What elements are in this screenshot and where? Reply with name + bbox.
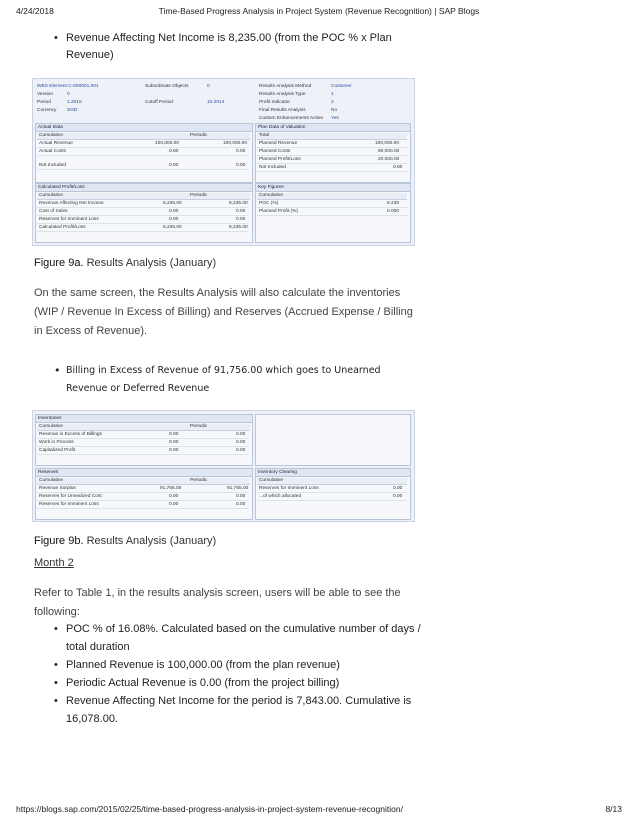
group-plan-data: Plan Data of Valuation Total Planned Revenue 100,000.00 Planned Costs 80,000.00 Planned Profit/Loss 20,000.00 Not Included 0.00 [255, 123, 411, 183]
field-cutoff: Cutoff Period 10.2014 [145, 100, 225, 105]
table-row: Revenue Surplus 91,765.00 91,765.00 [39, 486, 249, 491]
month-2-heading: Month 2 [34, 557, 74, 569]
list-item: • POC % of 16.08%. Calculated based on the cumulative number of days / total duration [52, 620, 422, 656]
sap-screen-9b [32, 410, 415, 522]
top-bullet-section [52, 30, 422, 64]
table-row: Reserves for Unrealized Cost 0.00 0.00 [37, 494, 249, 501]
table-row: POC (%) 8.235 [257, 201, 407, 208]
group-key-figures: Key Figures Cumulative POC (%) 8.235 Planned Profit (%) 0.000 [255, 183, 411, 243]
table-row: Capitalized Profit 0.00 0.00 [37, 448, 249, 455]
field-custom-enh: Custom Enhancements Active Yes [259, 116, 339, 121]
field-ra-method: Results Analysis Method Customer [259, 84, 352, 89]
table-row: Not Included 0.00 0.00 [37, 163, 249, 170]
table-row: Actual Revenue 100,000.00 100,000.00 [39, 141, 248, 146]
figure-caption-9a: Figure 9a. Results Analysis (January) [34, 257, 217, 269]
group-actual-data: Actual Data Cumulative Periodic Actual Revenue 100,000.00 100,000.00 Actual Costs 0.00 0.00 Not Included 0.00 0.00 [35, 123, 253, 183]
field-subordinate: Subordinate Objects 0 [145, 84, 210, 89]
group-calculated-pl: Calculated Profit/Loss Cumulative Periodic Revenue Affecting Net Income 8,235.00 8,235.00 Cost of Sales 0.00 0.00 Reserves for Imminent Loss 0.00 0.00 Calculated Profit/Loss 8,235.00 8,235.00 [35, 183, 253, 243]
field-final-ra: Final Results Analysis No [259, 108, 338, 113]
print-date: 4/24/2018 [16, 6, 54, 16]
field-currency: Currency SGD [37, 108, 78, 113]
table-row: Planned Profit/Loss 20,000.00 [257, 157, 407, 164]
page-title: Time-Based Progress Analysis in Project System (Revenue Recognition) | SAP Blogs [158, 6, 480, 16]
page-header [16, 6, 622, 20]
list-item: • Periodic Actual Revenue is 0.00 (from the project billing) [52, 674, 422, 692]
field-profit-indicator: Profit Indicator 2 [259, 100, 334, 105]
table-row: Work in Process 0.00 0.00 [37, 440, 249, 447]
table-row: Revenue Affecting Net Income 8,235.00 8,235.00 [39, 201, 248, 206]
table-row: Planned Revenue 100,000.00 [257, 141, 407, 148]
field-wbs: WBS Element C-000001.001 [37, 84, 99, 89]
table-row: Reserves for Imminent Loss 0.00 0.00 [37, 217, 249, 224]
table-row: Planned Profit (%) 0.000 [257, 209, 407, 216]
field-version: Version 0 [37, 92, 70, 97]
table-row: Reserves for Imminent Loss 0.00 0.00 [37, 502, 249, 509]
billing-bullet-section [52, 362, 422, 398]
page-number: 8/13 [605, 804, 622, 814]
table-row: Calculated Profit/Loss 8,235.00 8,235.00 [39, 225, 248, 230]
field-period: Period 1.2015 [37, 100, 82, 105]
table-row: Actual Costs 0.00 0.00 [37, 149, 249, 156]
group-inventory-clearing: Inventory Clearing Cumulative Reserves for Imminent Loss 0.00 ...of which allocated 0.00 [255, 468, 411, 520]
group-reserves: Reserves Cumulative Periodic Revenue Surplus 91,765.00 91,765.00 Reserves for Unrealized Cost 0.00 0.00 Reserves for Imminent Loss 0.00 0.00 [35, 468, 253, 520]
page-footer [16, 804, 622, 816]
group-inventories: Inventories Cumulative Periodic Revenue in Excess of Billings 0.00 0.00 Work in Process 0.00 0.00 Capitalized Profit 0.00 0.00 [35, 414, 253, 466]
list-item: • Revenue Affecting Net Income is 8,235.00 (from the POC % x Plan Revenue) [52, 30, 422, 64]
list-item: • Revenue Affecting Net Income for the period is 7,843.00. Cumulative is 16,078.00. [52, 692, 422, 728]
table-row: Cost of Sales 0.00 0.00 [37, 209, 249, 216]
table-row: Not Included 0.00 [257, 165, 407, 172]
sap-screen-9a [32, 78, 415, 246]
table-row: ...of which allocated 0.00 [257, 494, 407, 501]
group-empty-right [255, 414, 411, 466]
list-item: • Billing in Excess of Revenue of 91,756.00 which goes to Unearned Revenue or Deferred Revenue [52, 362, 422, 398]
paragraph-inventories: On the same screen, the Results Analysis will also calculate the inventories (WIP / Revenue In Excess of Billing) and Reserves (Accrued Expense / Billing in Excess of Revenue). [34, 287, 413, 337]
page-url: https://blogs.sap.com/2015/02/25/time-based-progress-analysis-in-project-system-revenue-recognition/ [16, 804, 403, 814]
paragraph-month2: Refer to Table 1, in the results analysis screen, users will be able to see the following: [34, 587, 401, 618]
figure-caption-9b: Figure 9b. Results Analysis (January) [34, 535, 217, 547]
table-row: Reserves for Imminent Loss 0.00 [257, 486, 407, 493]
month2-bullets [52, 620, 422, 728]
field-ra-type: Results Analysis Type 1 [259, 92, 334, 97]
list-item: • Planned Revenue is 100,000.00 (from the plan revenue) [52, 656, 422, 674]
table-row: Revenue in Excess of Billings 0.00 0.00 [37, 432, 249, 439]
table-row: Planned Costs 80,000.00 [257, 149, 407, 156]
